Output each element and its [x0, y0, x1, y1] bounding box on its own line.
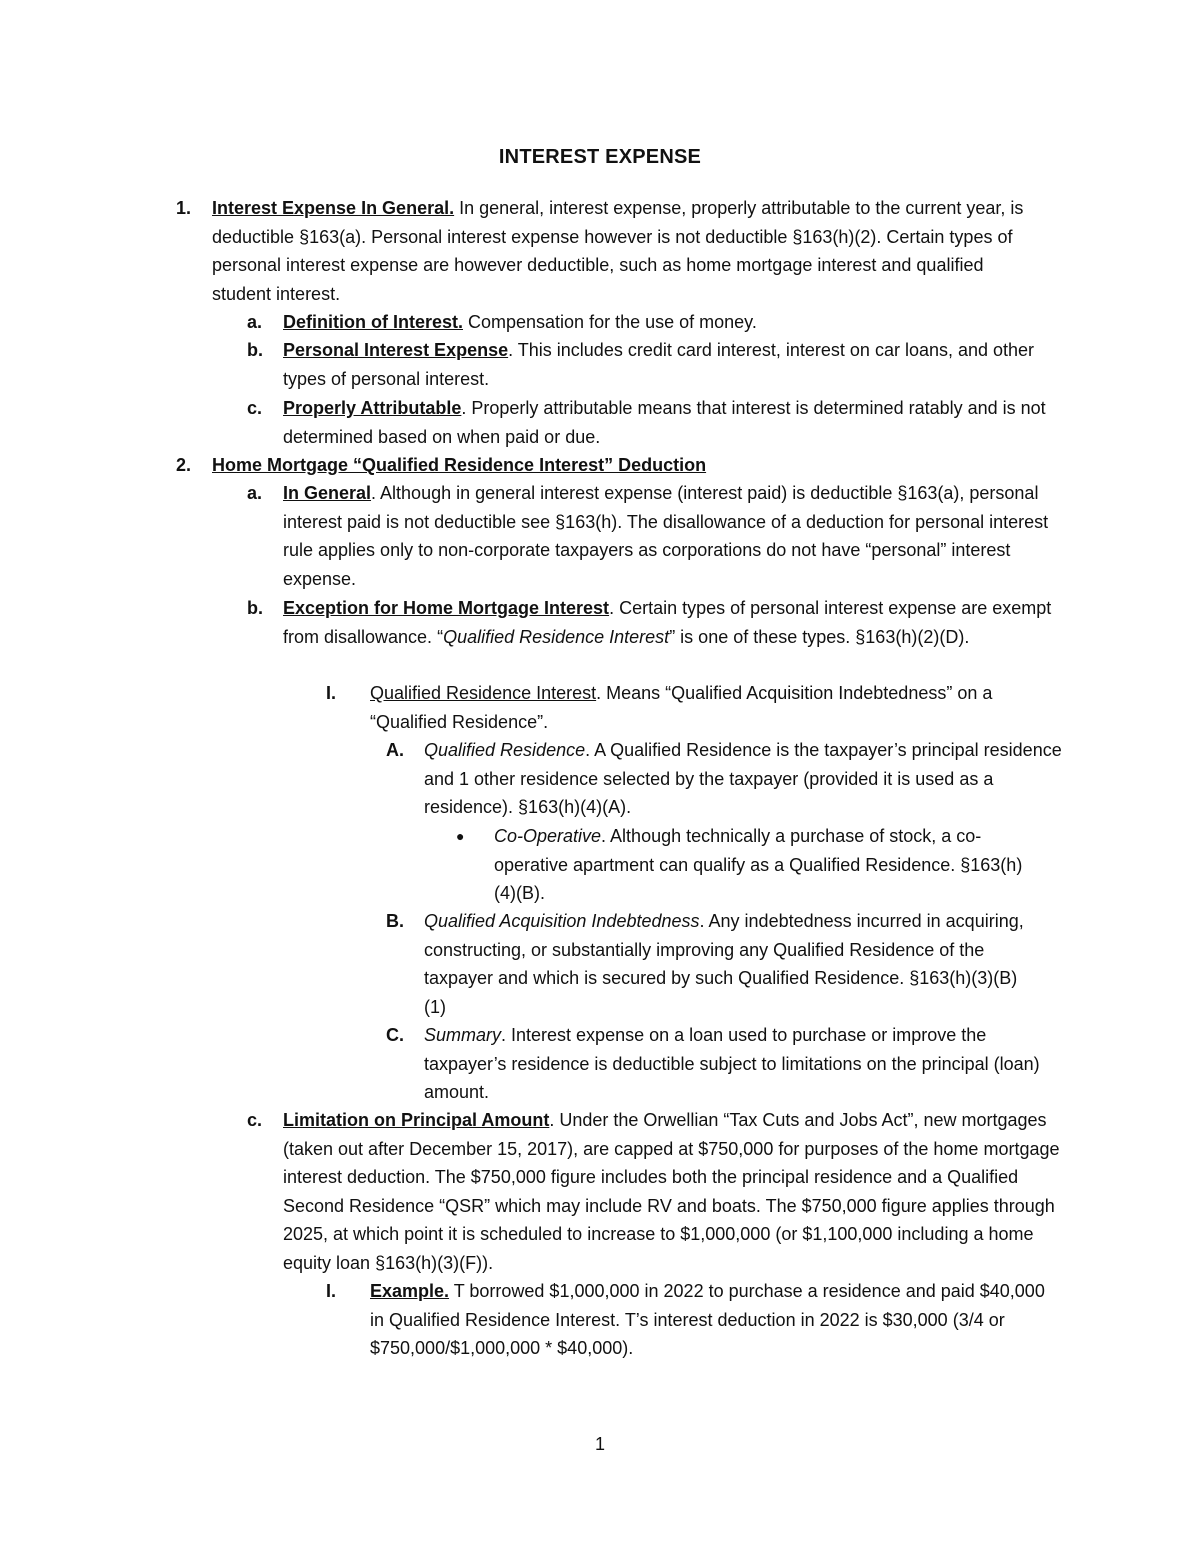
section-1a-marker: a.: [247, 312, 263, 332]
section-2b-I-A-bullet-text: . Although technically a purchase of stock, a co-operative apartment can qualify as a Qualified Residence. §163(h)(4)(B).: [494, 826, 1023, 904]
bullet-icon: ●: [456, 828, 465, 844]
section-2-paragraph: [212, 451, 1062, 480]
section-2b-I-B-marker: B.: [386, 911, 404, 931]
section-2c-I-marker: I.: [326, 1281, 337, 1301]
section-2b-heading: Exception for Home Mortgage Interest: [283, 598, 610, 618]
section-1-marker: 1.: [176, 198, 192, 218]
section-2b-paragraph: [283, 594, 1063, 651]
section-2b-I-C-text: . Interest expense on a loan used to purchase or improve the taxpayer’s residence is deductible subject to limitations on the principal (loan) amount.: [424, 1025, 1040, 1103]
section-1c-paragraph: [283, 394, 1063, 451]
section-2b-I-text: . Means “Qualified Acquisition Indebtedness” on a “Qualified Residence”.: [370, 683, 993, 732]
section-2b-I-heading: Qualified Residence Interest: [370, 683, 597, 703]
section-2c-I-heading: Example.: [370, 1281, 450, 1301]
page-number: 1: [594, 1434, 605, 1454]
section-1a-text: Compensation for the use of money.: [463, 312, 757, 332]
section-1a-paragraph: [283, 308, 1063, 337]
section-1b-paragraph: [283, 336, 1063, 393]
section-2b-marker: b.: [247, 598, 263, 618]
section-2c-I-paragraph: [370, 1277, 1045, 1363]
page-title: INTEREST EXPENSE: [498, 146, 702, 168]
section-2b-I-A-text: . A Qualified Residence is the taxpayer’s principal residence and 1 other residence selected by the taxpayer (provided it is used as a residence). §163(h)(4)(A).: [424, 740, 1062, 818]
section-2b-I-C-heading: Summary: [424, 1025, 502, 1045]
section-1b-text: . This includes credit card interest, interest on car loans, and other types of personal interest.: [283, 340, 1035, 389]
section-2-marker: 2.: [176, 455, 192, 475]
section-1b-marker: b.: [247, 340, 263, 360]
section-2b-I-C-paragraph: [424, 1021, 1064, 1107]
section-2b-I-A-paragraph: [424, 736, 1064, 822]
section-1c-heading: Properly Attributable: [283, 398, 462, 418]
section-2b-I-A-marker: A.: [386, 740, 404, 760]
section-2c-I-text: T borrowed $1,000,000 in 2022 to purchase a residence and paid $40,000 in Qualified Residence Interest. T’s interest deduction in 2022 is $30,000 (3/4 or $750,000/$1,000,000 * $40,000).: [370, 1281, 1045, 1359]
section-2b-I-B-text: . Any indebtedness incurred in acquiring, constructing, or substantially improving any Qualified Residence of the taxpayer and which is secured by such Qualified Residence. §163(h)(3)(B)(1): [424, 911, 1024, 1017]
section-2b-I-B-heading: Qualified Acquisition Indebtedness: [424, 911, 700, 931]
section-2c-paragraph: [283, 1106, 1068, 1278]
section-2b-I-C-marker: C.: [386, 1025, 404, 1045]
section-2b-text-italic: Qualified Residence Interest: [443, 626, 670, 647]
section-2a-text: . Although in general interest expense (interest paid) is deductible §163(a), personal interest paid is not deductible see §163(h). The disallowance of a deduction for personal interest rule applies only to non-corporate taxpayers as corporations do not have “personal” interest expense.: [283, 483, 1049, 589]
section-2b-I-A-bullet-paragraph: [494, 822, 1042, 908]
section-2c-marker: c.: [247, 1110, 263, 1130]
section-2b-I-A-heading: Qualified Residence: [424, 740, 586, 760]
section-1-text: In general, interest expense, properly attributable to the current year, is deductible §163(a). Personal interest expense however is not deductible §163(h)(2). Certain types of personal interest expense are however deductible, such as home mortgage interest and qualified student interest.: [212, 198, 1024, 304]
section-2b-I-paragraph: [370, 679, 1060, 736]
section-2c-text: . Under the Orwellian “Tax Cuts and Jobs Act”, new mortgages (taken out after December 15, 2017), are capped at $750,000 for purposes of the home mortgage interest deduction. The $750,000 figure includes both the principal residence and a Qualified Second Residence “QSR” which may include RV and boats. The $750,000 figure applies through 2025, at which point it is scheduled to increase to $1,000,000 (or $1,100,000 including a home equity loan §163(h)(3)(F)).: [283, 1110, 1060, 1273]
section-2b-I-B-paragraph: [424, 907, 1034, 1021]
section-2c-heading: Limitation on Principal Amount: [283, 1110, 550, 1130]
section-2a-marker: a.: [247, 483, 263, 503]
section-2b-I-A-bullet-heading: Co-Operative: [494, 826, 602, 846]
section-2a-paragraph: [283, 479, 1068, 593]
section-2-heading: Home Mortgage “Qualified Residence Interest” Deduction: [212, 455, 707, 475]
section-1b-heading: Personal Interest Expense: [283, 340, 509, 360]
section-1a-heading: Definition of Interest.: [283, 312, 463, 332]
section-2b-I-marker: I.: [326, 683, 337, 703]
section-1c-marker: c.: [247, 398, 263, 418]
section-1-paragraph: [212, 194, 1044, 308]
section-2a-heading: In General: [283, 483, 372, 503]
section-2b-text-2: ” is one of these types. §163(h)(2)(D).: [669, 626, 970, 647]
section-1-heading: Interest Expense In General.: [212, 198, 455, 218]
section-1c-text: . Properly attributable means that interest is determined ratably and is not determined based on when paid or due.: [283, 398, 1046, 447]
section-2b-text-1: . Certain types of personal interest expense are exempt from disallowance. “: [283, 598, 1052, 647]
